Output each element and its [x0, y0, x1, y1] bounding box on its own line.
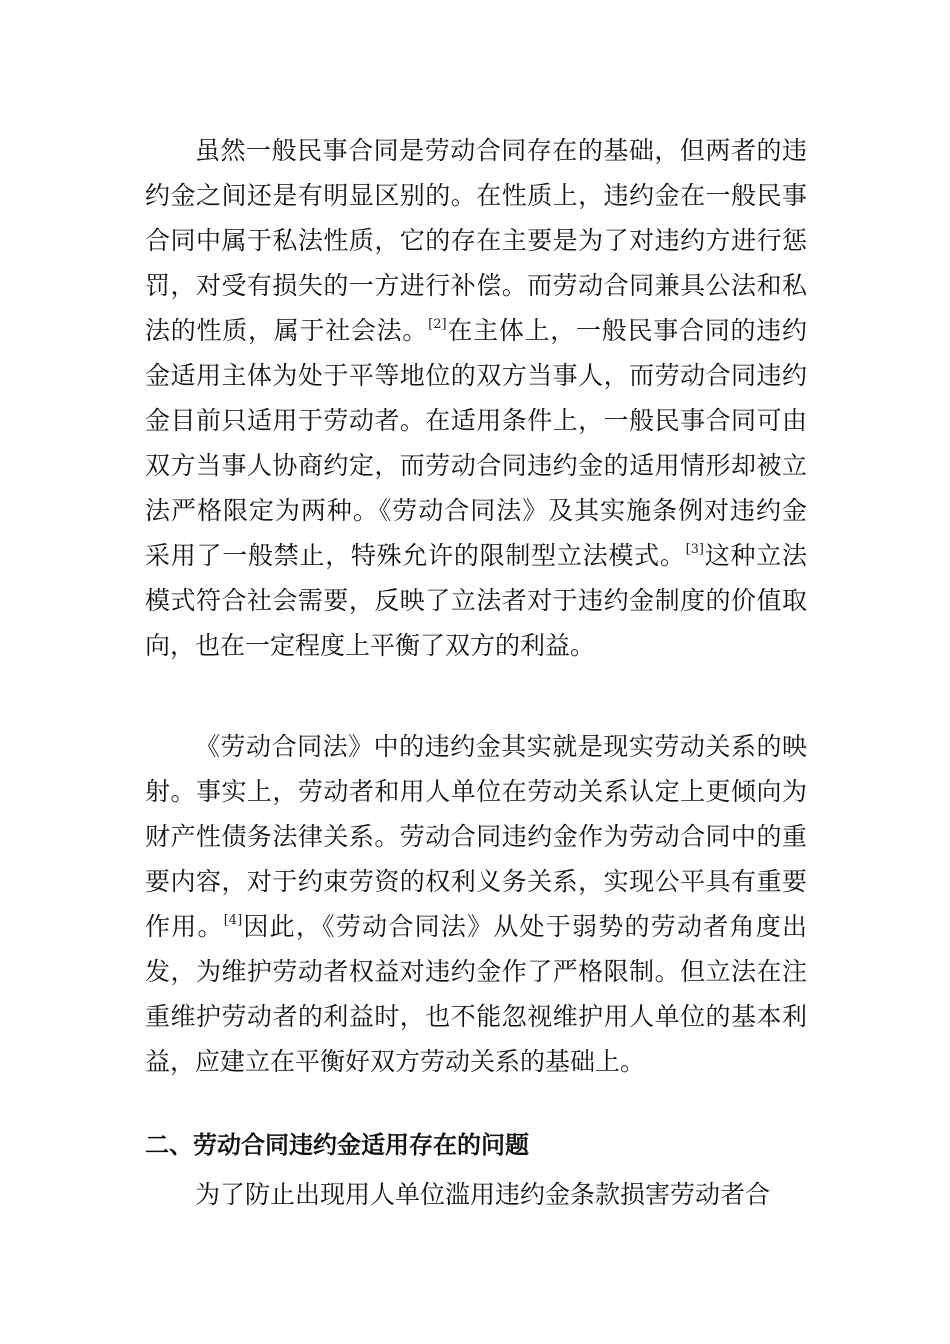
footnote-ref-3[interactable]: [3]: [685, 542, 705, 557]
section-heading: 二、劳动合同违约金适用存在的问题: [145, 1131, 529, 1159]
paragraph-1-text-c: 这种立法模式符合社会需要，反映了立法者对于违约金制度的价值取向，也在一定程度上平衡了双方的利益。: [145, 541, 807, 660]
footnote-ref-4[interactable]: [4]: [223, 913, 243, 928]
paragraph-2-text-a: 《劳动合同法》中的违约金其实就是现实劳动关系的映射。事实上，劳动者和用人单位在劳动关系认定上更倾向为财产性债务法律关系。劳动合同违约金作为劳动合同中的重要内容，对于约束劳资的权利义务关系，实现公平具有重要作用。: [145, 732, 807, 941]
paragraph-1: [145, 128, 807, 668]
paragraph-2-text-b: 因此，《劳动合同法》从处于弱势的劳动者角度出发，为维护劳动者权益对违约金作了严格限制。但立法在注重维护劳动者的利益时，也不能忽视维护用人单位的基本利益，应建立在平衡好双方劳动关系的基础上。: [145, 912, 807, 1076]
footnote-ref-2[interactable]: [2]: [428, 317, 447, 332]
paragraph-1-text-a: 虽然一般民事合同是劳动合同存在的基础，但两者的违约金之间还是有明显区别的。在性质上，违约金在一般民事合同中属于私法性质，它的存在主要是为了对违约方进行惩罚，对受有损失的一方进行补偿。而劳动合同兼具公法和私法的性质，属于社会法。: [145, 136, 807, 345]
paragraph-1-text-b: 在主体上，一般民事合同的违约金适用主体为处于平等地位的双方当事人，而劳动合同违约金目前只适用于劳动者。在适用条件上，一般民事合同可由双方当事人协商约定，而劳动合同违约金的适用情形却被立法严格限定为两种。《劳动合同法》及其实施条例对违约金采用了一般禁止，特殊允许的限制型立法模式。: [145, 316, 807, 570]
paragraph-3: 为了防止出现用人单位滥用违约金条款损害劳动者合: [195, 1180, 771, 1209]
paragraph-2: [145, 724, 807, 1084]
